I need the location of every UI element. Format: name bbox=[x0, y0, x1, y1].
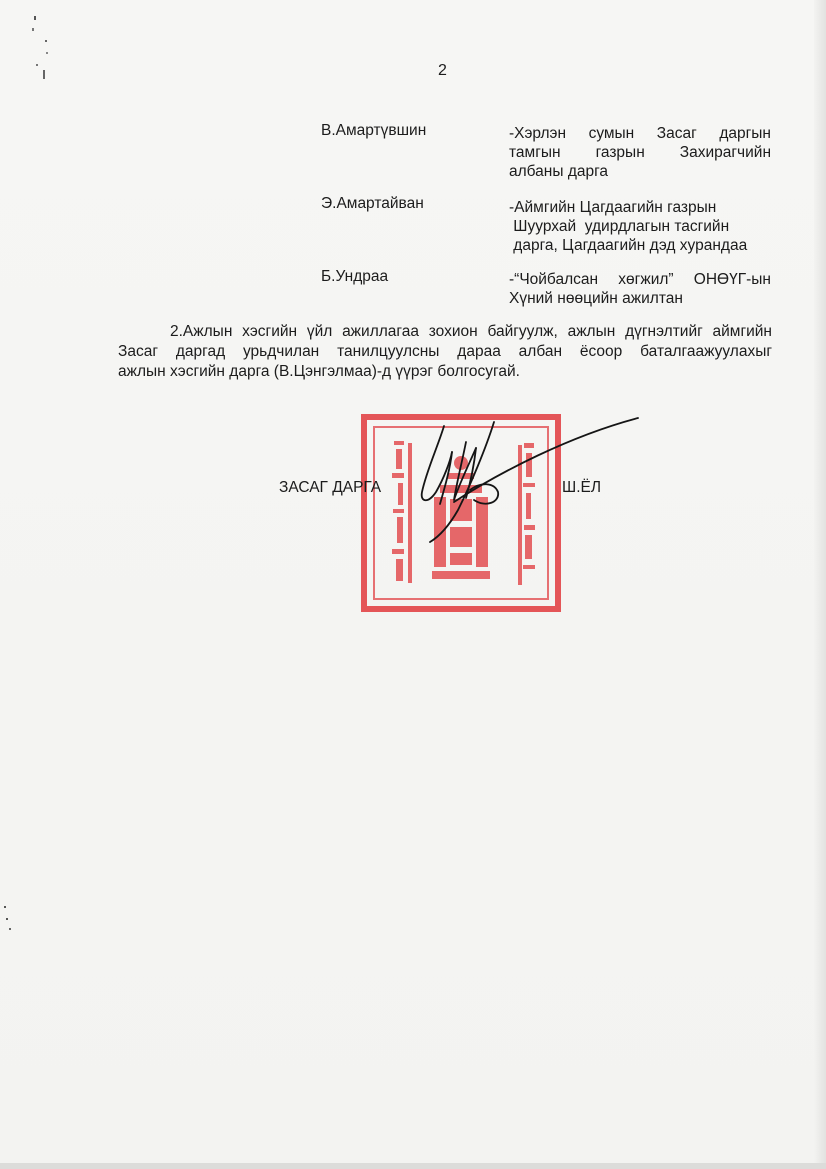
scan-edge-right bbox=[814, 0, 826, 1169]
member-name: В.Амартүвшин bbox=[321, 122, 427, 139]
scan-edge-bottom bbox=[0, 1163, 826, 1169]
member-role-line: -Хэрлэн сумын Засаг даргын bbox=[509, 125, 771, 142]
signatory-title: ЗАСАГ ДАРГА bbox=[279, 479, 382, 496]
paragraph-line: ажлын хэсгийн дарга (В.Цэнгэлмаа)-д үүрэг болгосугай. bbox=[118, 363, 520, 380]
member-role bbox=[509, 270, 771, 308]
scan-specks-icon bbox=[28, 14, 58, 84]
member-role-line: -“Чойбалсан хөгжил” ОНӨҮГ-ын bbox=[509, 271, 771, 288]
member-role-line: -Аймгийн Цагдаагийн газрын bbox=[509, 199, 717, 216]
member-role bbox=[509, 198, 771, 255]
member-name: Б.Ундраа bbox=[321, 268, 389, 285]
handwritten-signature-icon bbox=[410, 412, 642, 548]
member-role-line: Шуурхай удирдлагын тасгийн bbox=[509, 218, 730, 235]
paragraph-line: Засаг даргад урьдчилан танилцуулсны дараа албан ёсоор баталгаажуулахыг bbox=[118, 343, 772, 360]
member-role-line: дарга, Цагдаагийн дэд хурандаа bbox=[509, 237, 748, 254]
member-role-line: тамгын газрын Захирагчийн bbox=[509, 144, 771, 161]
signatory-name: Ш.ЁЛ bbox=[562, 479, 602, 496]
member-role-line: албаны дарга bbox=[509, 163, 609, 180]
member-role bbox=[509, 124, 771, 181]
page-number: 2 bbox=[438, 62, 447, 79]
paragraph-line: 2.Ажлын хэсгийн үйл ажиллагаа зохион байгуулж, ажлын дүгнэлтийг аймгийн bbox=[170, 323, 772, 340]
member-role-line: Хүний нөөцийн ажилтан bbox=[509, 290, 683, 307]
member-name: Э.Амартайван bbox=[321, 195, 424, 212]
scan-specks-icon bbox=[0, 900, 14, 940]
decision-paragraph bbox=[118, 322, 772, 382]
